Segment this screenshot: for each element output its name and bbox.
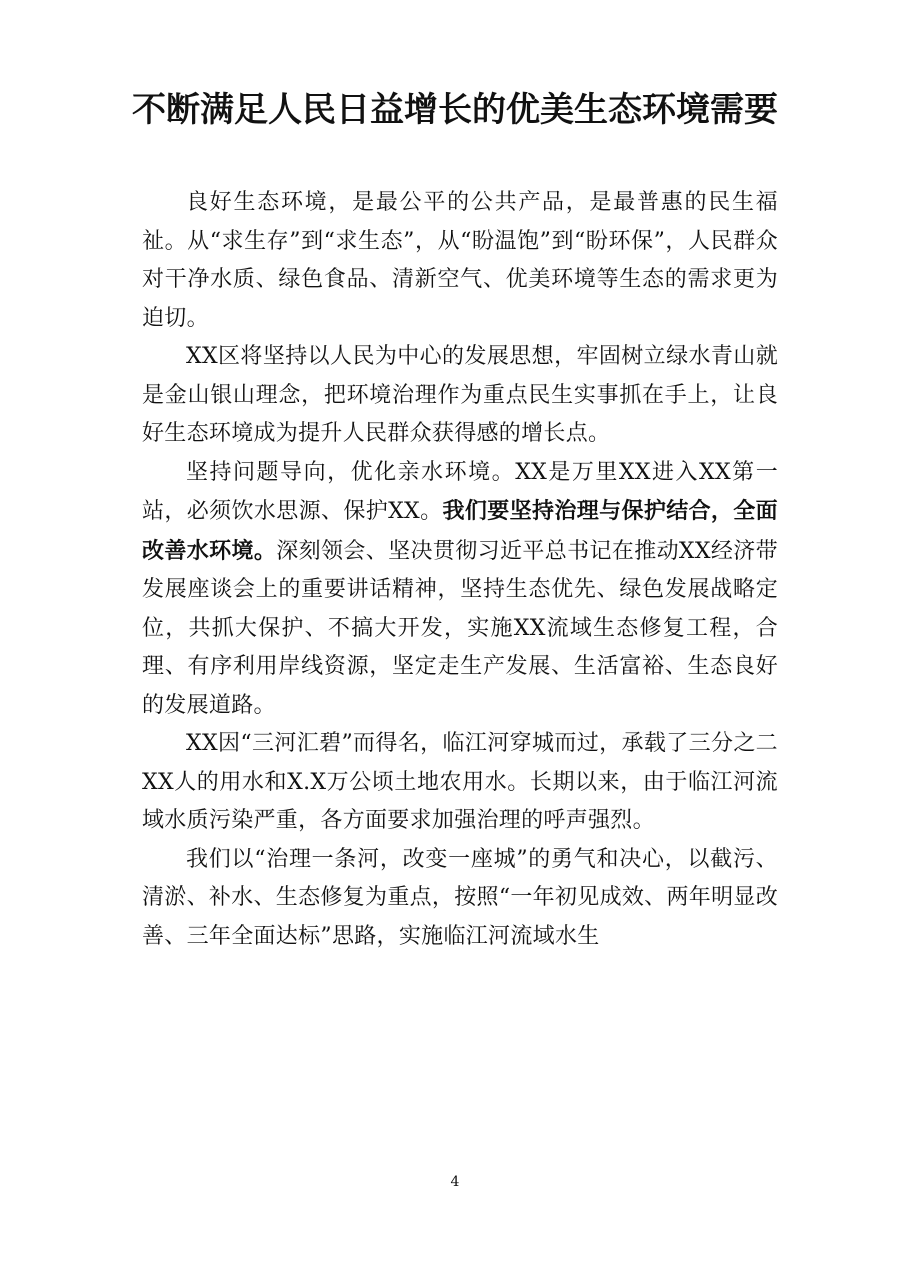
paragraph-2: XX区将坚持以人民为中心的发展思想，牢固树立绿水青山就是金山银山理念，把环境治理作为重点民生实事抓在手上，让良好生态环境成为提升人民群众获得感的增长点。	[142, 344, 778, 446]
document-title: 不断满足人民日益增长的优美生态环境需要	[132, 90, 778, 130]
paragraph-3-bold-statement: 我们要坚持治理与保护结合，全面改善水环境。	[142, 498, 778, 564]
paragraph-3	[142, 454, 778, 726]
paragraph-3-lead: 坚持问题导向，优化亲水环境。XX是万里XX进入XX第一站，必须饮水思源、保护XX。	[142, 459, 778, 524]
paragraph-5: 我们以“治理一条河，改变一座城”的勇气和决心，以截污、清淤、补水、生态修复为重点，按照“一年初见成效、两年明显改善、三年全面达标”思路，实施临江河流域水生	[142, 846, 778, 949]
paragraph-1: 良好生态环境，是最公平的公共产品，是最普惠的民生福祉。从“求生存”到“求生态”，从“盼温饱”到“盼环保”，人民群众对干净水质、绿色食品、清新空气、优美环境等生态的需求更为迫切。	[142, 190, 778, 331]
page-number: 4	[450, 1174, 460, 1190]
paragraph-3-continuation: 深刻领会、坚决贯彻习近平总书记在推动XX经济带发展座谈会上的重要讲话精神，坚持生态优先、绿色发展战略定位，共抓大保护、不搞大开发，实施XX流域生态修复工程，合理、有序利用岸线资源，坚定走生产发展、生活富裕、生态良好的发展道路。	[142, 538, 778, 718]
paragraph-4: XX因“三河汇碧”而得名，临江河穿城而过，承载了三分之二XX人的用水和X.X万公顷土地农用水。长期以来，由于临江河流域水质污染严重，各方面要求加强治理的呼声强烈。	[142, 731, 778, 833]
document-body	[142, 184, 778, 956]
